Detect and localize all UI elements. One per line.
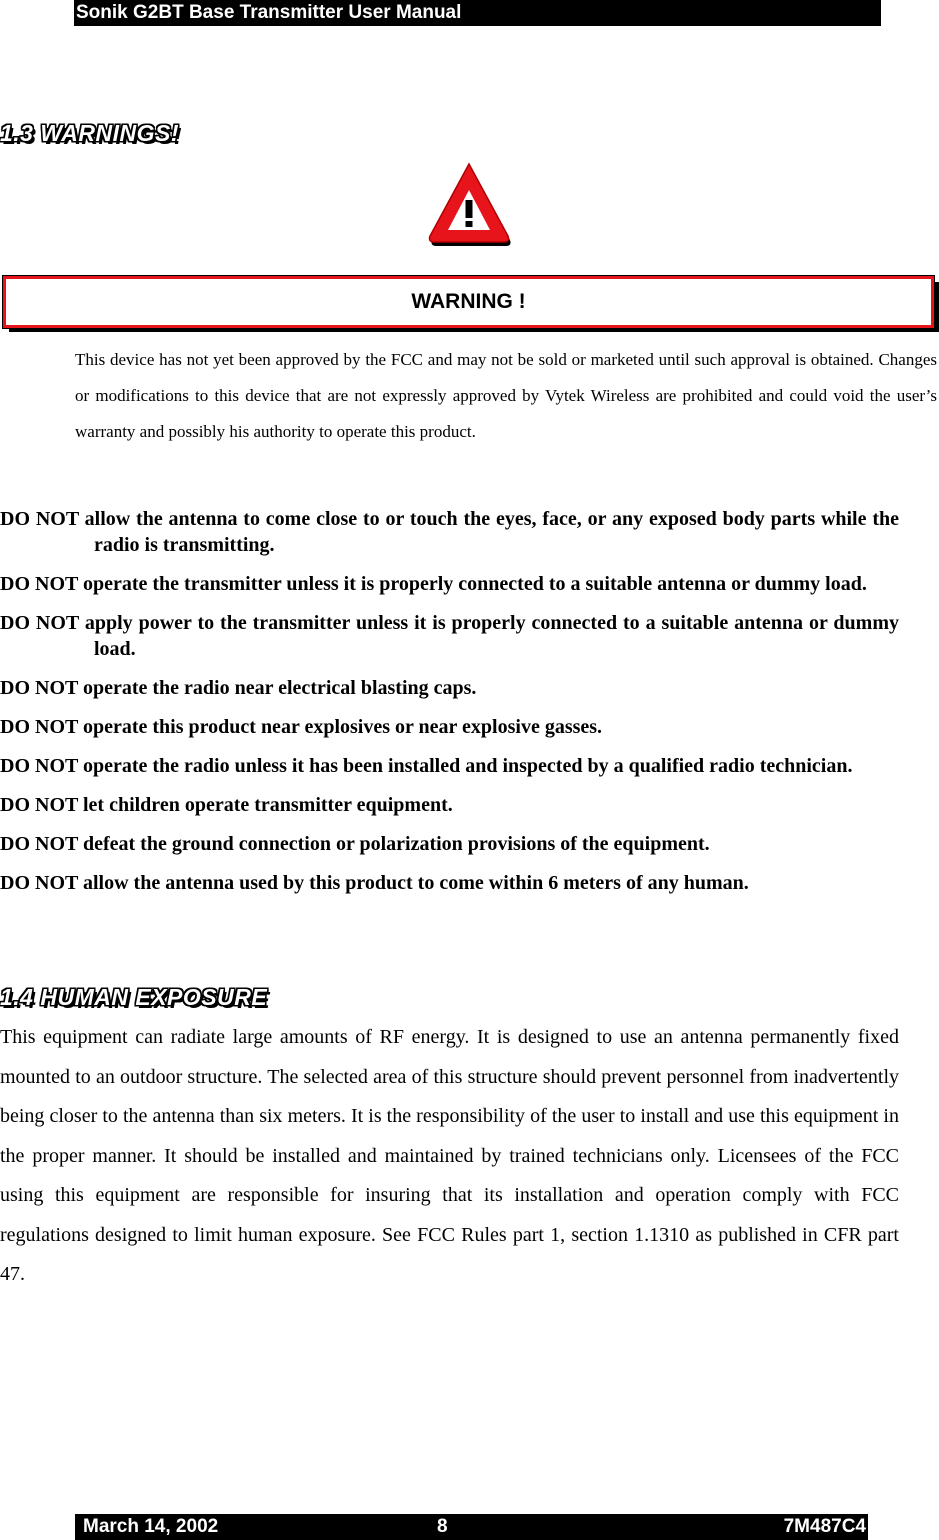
header-title: Sonik G2BT Base Transmitter User Manual <box>76 2 462 23</box>
page-header <box>74 0 881 26</box>
warning-item: DO NOT operate the radio unless it has been installed and inspected by a qualified radio technician. <box>0 755 853 777</box>
warning-label-box <box>3 276 934 328</box>
warning-item: DO NOT let children operate transmitter equipment. <box>0 794 453 816</box>
footer-date: March 14, 2002 <box>83 1516 219 1537</box>
warning-item: DO NOT operate this product near explosives or near explosive gasses. <box>0 716 603 738</box>
warning-item: DO NOT defeat the ground connection or polarization provisions of the equipment. <box>0 833 710 855</box>
footer-doc-id: 7M487C4 <box>783 1516 866 1537</box>
page-footer <box>75 1514 868 1540</box>
fcc-approval-notice: This device has not yet been approved by the FCC and may not be sold or marketed until such approval is obtained. Changes or modifications to this device that are not expressly approved by Vytek Wireless are prohibited and could void the user’s warranty and possibly his authority to operate this product. <box>75 350 937 441</box>
section-heading-human-exposure: 1.4 HUMAN EXPOSURE <box>0 984 268 1010</box>
warning-item: DO NOT apply power to the transmitter unless it is properly connected to a suitable antenna or dummy load. <box>0 612 899 660</box>
warning-item: DO NOT operate the radio near electrical blasting caps. <box>0 677 477 699</box>
warning-item: DO NOT allow the antenna to come close to or touch the eyes, face, or any exposed body parts while the radio is transmitting. <box>0 508 899 556</box>
warning-item: DO NOT allow the antenna used by this product to come within 6 meters of any human. <box>0 872 749 894</box>
warning-triangle-icon <box>422 160 516 248</box>
footer-page-number: 8 <box>437 1516 448 1537</box>
section-heading-warnings: 1.3 WARNINGS! <box>0 120 180 146</box>
human-exposure-paragraph: This equipment can radiate large amounts of RF energy. It is designed to use an antenna permanently fixed mounted to an outdoor structure. The selected area of this structure should prevent personnel from inadvertently being closer to the antenna than six meters. It is the responsibility of the user to install and use this equipment in the proper manner. It should be installed and maintained by trained technicians only. Licensees of the FCC using this equipment are responsible for insuring that its installation and operation comply with FCC regulations designed to limit human exposure. See FCC Rules part 1, section 1.1310 as published in CFR part 47. <box>0 1026 899 1285</box>
warning-label: WARNING ! <box>411 290 526 313</box>
warning-item: DO NOT operate the transmitter unless it is properly connected to a suitable antenna or dummy load. <box>0 573 867 595</box>
warning-list <box>0 506 899 909</box>
